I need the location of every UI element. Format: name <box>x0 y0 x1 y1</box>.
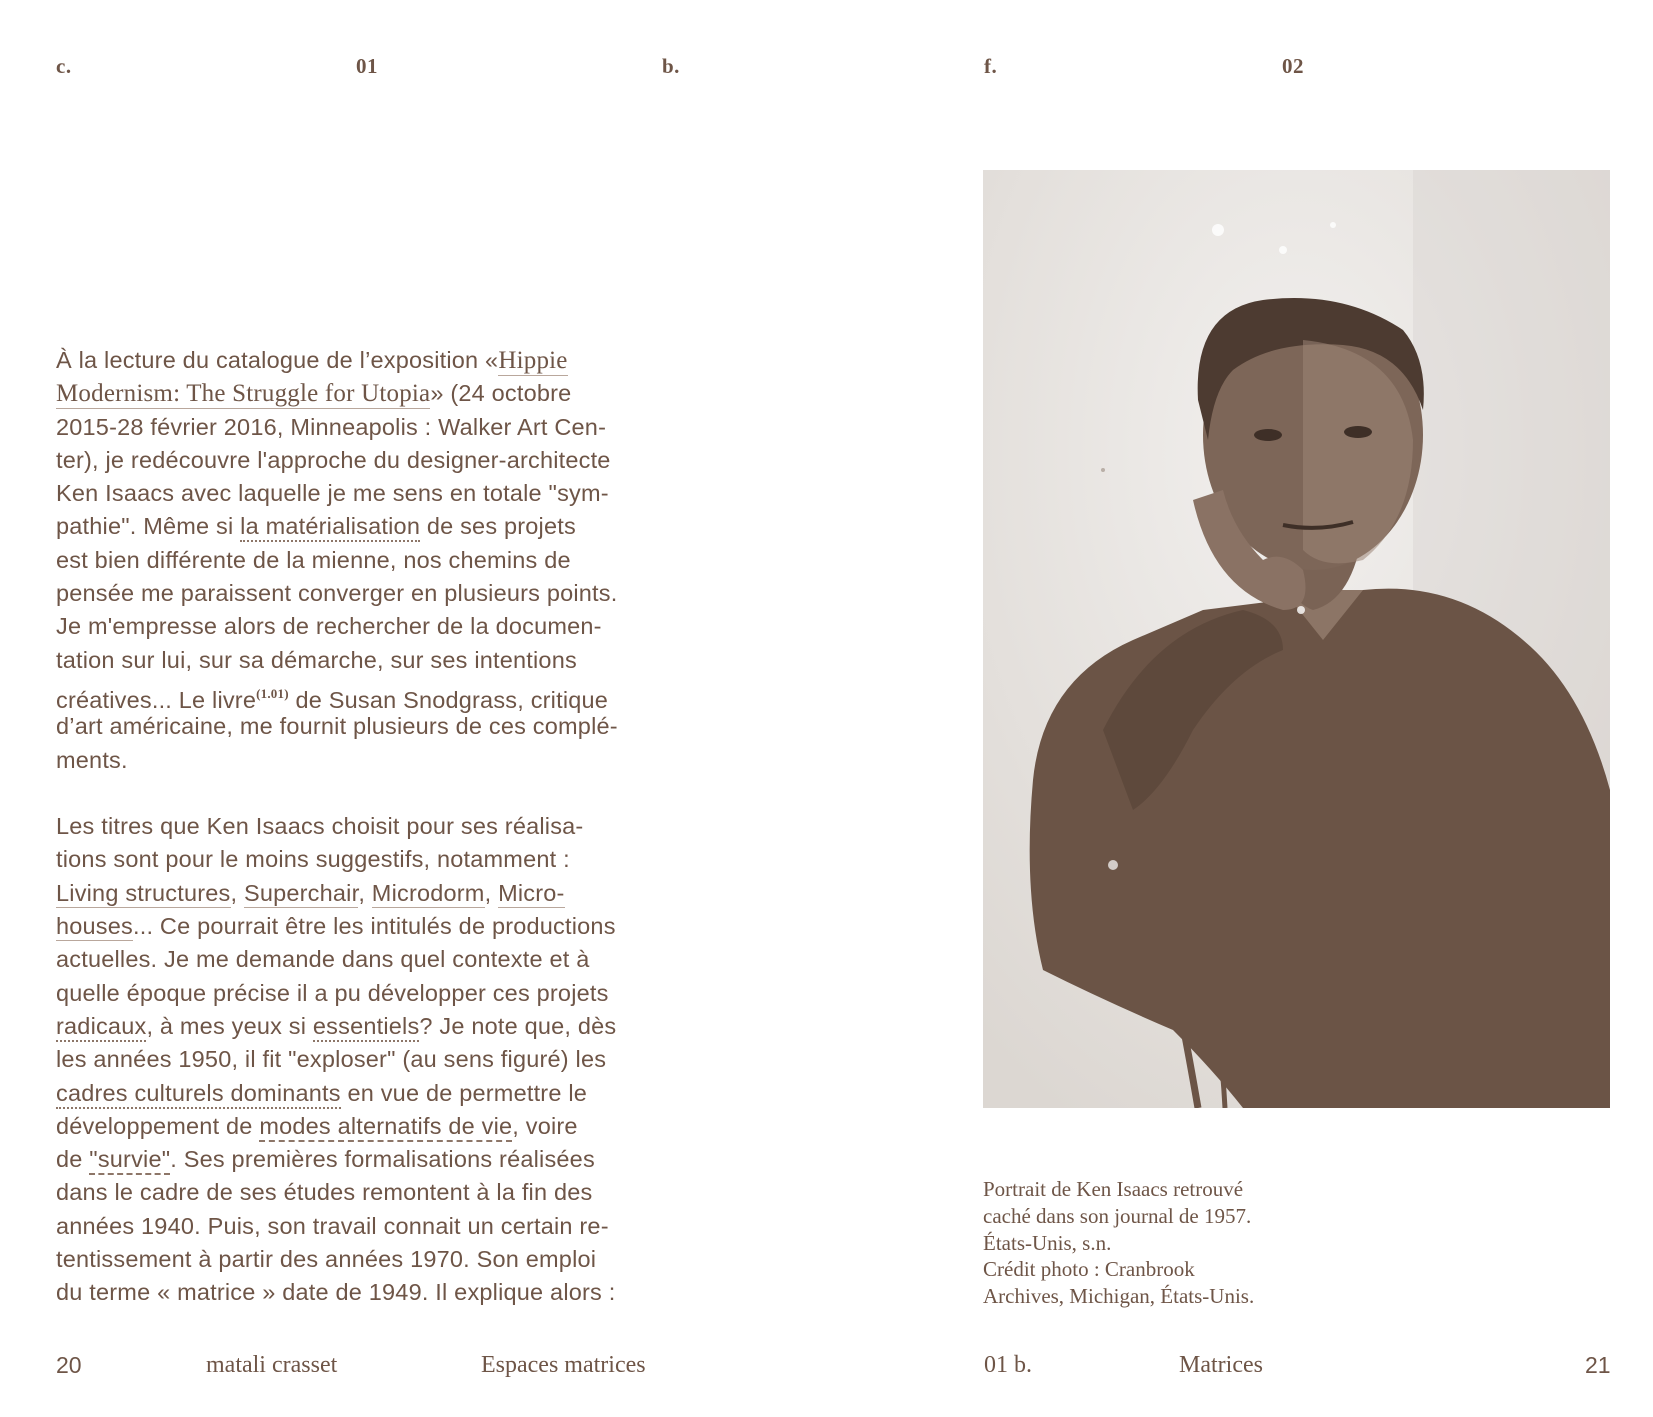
text-span: , à mes yeux si <box>146 1012 307 1039</box>
text-line: tentissement à partir des années 1970. Son emploi <box>56 1246 597 1273</box>
text-span: de Susan Snodgrass, critique <box>295 686 609 713</box>
text-line: ter), je redécouvre l'approche du designer-architecte <box>56 446 611 473</box>
photo-caption <box>983 1176 1254 1310</box>
text-line: Living structures, Superchair, Microdorm, Micro- <box>56 879 565 906</box>
portrait-illustration <box>983 170 1610 1108</box>
link-hippie-modernism[interactable]: Hippie <box>498 347 568 374</box>
text-line: Ken Isaacs avec laquelle je me sens en totale "sym- <box>56 480 609 507</box>
text-line <box>56 1110 618 1143</box>
text-line <box>56 344 618 377</box>
text-line: dans le cadre de ses études remontent à la fin des <box>56 1179 593 1206</box>
text-span: , voire <box>512 1112 578 1139</box>
text-span: développement de <box>56 1112 253 1139</box>
text-line <box>56 677 618 713</box>
text-span: pathie". Même si <box>56 513 234 540</box>
text-line <box>56 1077 618 1110</box>
text-span: de ses projets <box>426 513 576 540</box>
portrait-photo <box>983 170 1610 1108</box>
caption-line: États-Unis, s.n. <box>983 1230 1112 1255</box>
link-microdorm[interactable]: Microdorm <box>371 879 485 906</box>
link-hippie-modernism-2[interactable]: Modernism: The Struggle for Utopia <box>56 380 431 408</box>
text-span: » (24 octobre <box>430 380 572 407</box>
link-superchair[interactable]: Superchair <box>243 879 359 906</box>
text-line <box>56 1010 618 1043</box>
footer-book-title: Espaces matrices <box>481 1352 646 1378</box>
text-line: du terme « matrice » date de 1949. Il explique alors : <box>56 1279 616 1306</box>
link-microhouses[interactable]: Micro- <box>498 879 565 906</box>
footer-section: 01 b. <box>984 1352 1032 1378</box>
text-span: créatives... Le livre <box>56 686 257 713</box>
text-line: ments. <box>56 746 128 773</box>
text-line: tation sur lui, sur sa démarche, sur ses intentions <box>56 646 577 673</box>
text-line: Les titres que Ken Isaacs choisit pour ses réalisa- <box>56 813 584 840</box>
text-span: ... Ce pourrait être les intitulés de productions <box>132 913 616 940</box>
term-survie[interactable]: "survie" <box>89 1146 170 1175</box>
page-number-right: 21 <box>1585 1352 1611 1378</box>
term-materialisation[interactable]: la matérialisation <box>240 513 420 542</box>
text-line: tions sont pour le moins suggestifs, notamment : <box>56 846 570 873</box>
caption-line: Crédit photo : Cranbrook <box>983 1257 1195 1282</box>
paragraph-gap <box>56 777 618 810</box>
header-letter-b: b. <box>662 54 680 78</box>
text-span: de <box>56 1146 83 1173</box>
text-line <box>56 1143 618 1176</box>
footnote-ref[interactable]: (1.01) <box>256 685 289 701</box>
header-letter-c: c. <box>56 54 72 78</box>
header-letter-f: f. <box>984 54 998 78</box>
caption-line: Archives, Michigan, États-Unis. <box>983 1284 1255 1309</box>
text-span: en vue de permettre le <box>347 1079 588 1106</box>
text-line: d’art américaine, me fournit plusieurs de ces complé- <box>56 713 618 740</box>
body-text <box>56 344 618 1310</box>
text-line <box>56 910 618 943</box>
footer-chapter-title: Matrices <box>1179 1352 1263 1378</box>
caption-line: caché dans son journal de 1957. <box>983 1203 1252 1228</box>
text-line: pensée me paraissent converger en plusieurs points. <box>56 580 618 607</box>
link-microhouses-2[interactable]: houses <box>56 913 133 940</box>
term-cadres-culturels[interactable]: cadres culturels dominants <box>56 1080 341 1109</box>
text-span: . Ses premières formalisations réalisées <box>170 1146 595 1173</box>
text-line <box>56 377 618 410</box>
footer-author: matali crasset <box>206 1352 338 1378</box>
text-line: quelle époque précise il a pu développer ces projets <box>56 979 609 1006</box>
text-line: les années 1950, il fit "exploser" (au sens figuré) les <box>56 1046 607 1073</box>
text-line <box>56 510 618 543</box>
text-line: Je m'empresse alors de rechercher de la documen- <box>56 613 602 640</box>
text-span: ? Je note que, dès <box>419 1012 617 1039</box>
term-radicaux[interactable]: radicaux <box>56 1013 146 1042</box>
header-number-02: 02 <box>1282 54 1304 78</box>
term-modes-alternatifs[interactable]: modes alternatifs de vie <box>259 1113 512 1142</box>
text-span: À la lecture du catalogue de l’exposition « <box>56 347 499 373</box>
link-living-structures[interactable]: Living structures <box>56 879 231 906</box>
text-line: 2015-28 février 2016, Minneapolis : Walker Art Cen- <box>56 413 607 440</box>
text-line: est bien différente de la mienne, nos chemins de <box>56 546 571 573</box>
text-line: actuelles. Je me demande dans quel contexte et à <box>56 946 590 973</box>
header-number-01: 01 <box>356 54 378 78</box>
page-number-left: 20 <box>56 1352 82 1378</box>
text-line: années 1940. Puis, son travail connait un certain re- <box>56 1212 609 1239</box>
caption-line: Portrait de Ken Isaacs retrouvé <box>983 1177 1244 1201</box>
term-essentiels[interactable]: essentiels <box>313 1013 420 1042</box>
